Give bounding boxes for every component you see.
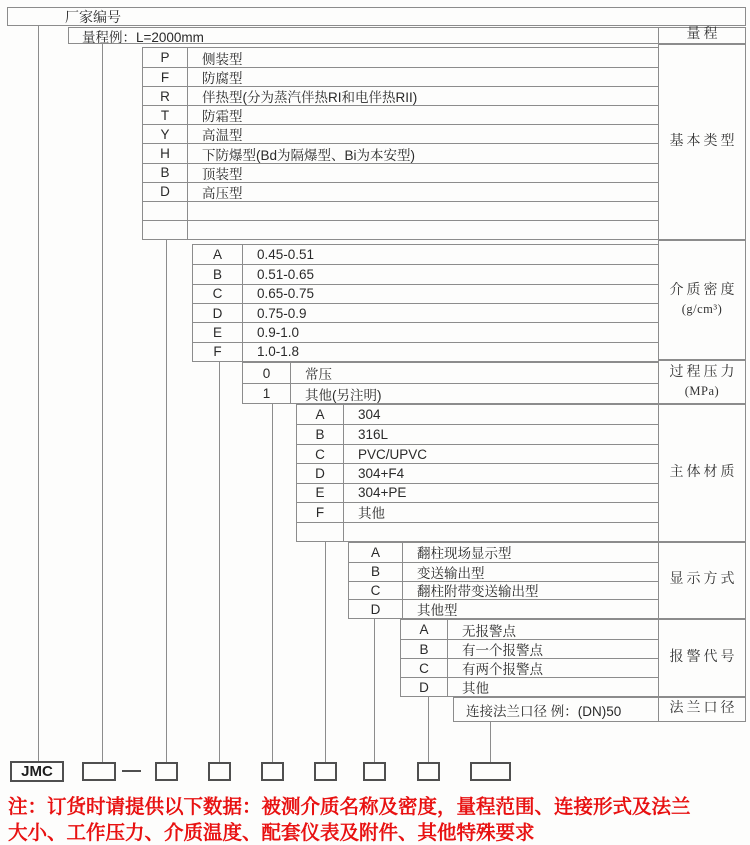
- section-medium-density: [192, 244, 659, 362]
- code-cell: B: [193, 265, 243, 283]
- code-cell: E: [193, 323, 243, 341]
- code-cell: A: [401, 620, 448, 639]
- flange-size-text: 连接法兰口径 例：(DN)50: [466, 703, 622, 719]
- table-row: [349, 562, 658, 581]
- table-row: [243, 363, 658, 383]
- description-cell: [188, 221, 658, 239]
- description-cell: 顶装型: [202, 166, 243, 182]
- ordering-note-line2: 大小、工作压力、介质温度、配套仪表及附件、其他特殊要求: [8, 822, 535, 844]
- table-row: [143, 143, 658, 162]
- table-row: [193, 284, 658, 303]
- connector-line: [428, 697, 429, 762]
- table-row: [349, 599, 658, 618]
- description-cell: 下防爆型(Bd为隔爆型、Bi为本安型): [202, 147, 416, 163]
- code-cell: C: [297, 445, 344, 463]
- code-cell: B: [297, 425, 344, 443]
- table-row: [143, 201, 658, 220]
- section-basic-type: [142, 47, 659, 240]
- table-row: [143, 163, 658, 182]
- description-cell: 无报警点: [462, 623, 516, 639]
- description-cell: 其他: [462, 681, 489, 696]
- code-cell: F: [193, 343, 243, 361]
- model-prefix-box: [10, 761, 64, 782]
- section-flange-size: [453, 697, 659, 722]
- code-box-pressure: [261, 762, 284, 781]
- code-cell: 0: [243, 363, 291, 383]
- factory-number-row: [7, 7, 746, 26]
- connector-line: [325, 542, 326, 762]
- description-cell: 伴热型(分为蒸汽伴热RI和电伴热RII): [202, 90, 418, 106]
- table-row: [143, 105, 658, 124]
- code-cell: D: [401, 678, 448, 696]
- description-cell: 316L: [358, 427, 389, 443]
- description-cell: 0.65-0.75: [257, 286, 315, 302]
- description-cell: 有一个报警点: [462, 643, 543, 658]
- code-cell: [143, 202, 188, 220]
- table-row: [193, 264, 658, 283]
- code-box-material: [314, 762, 337, 781]
- code-cell: D: [143, 183, 188, 201]
- description-cell: 304+F4: [358, 465, 405, 481]
- code-box-density: [208, 762, 231, 781]
- description-cell: 304+PE: [358, 485, 407, 501]
- code-cell: B: [401, 640, 448, 658]
- code-cell: F: [143, 68, 188, 86]
- table-row: [297, 405, 658, 424]
- code-cell: R: [143, 87, 188, 105]
- ordering-note-line1: 注：订货时请提供以下数据：被测介质名称及密度，量程范围、连接形式及法兰: [8, 796, 691, 818]
- table-row: [143, 86, 658, 105]
- description-cell: 常压: [305, 367, 332, 382]
- label-medium-density-unit: (g/cm³): [681, 302, 723, 316]
- connector-line: [102, 44, 103, 762]
- description-cell: PVC/UPVC: [358, 446, 428, 462]
- description-cell: [188, 202, 658, 220]
- table-row: [401, 677, 658, 696]
- model-prefix: JMC: [21, 763, 53, 780]
- code-cell: C: [193, 285, 243, 303]
- table-row: [401, 620, 658, 639]
- factory-number-label: 厂家编号: [65, 8, 121, 25]
- code-cell: [143, 221, 188, 239]
- description-cell: 变送输出型: [417, 565, 485, 581]
- table-row: [193, 342, 658, 361]
- description-cell: 有两个报警点: [462, 662, 543, 677]
- code-cell: B: [143, 164, 188, 182]
- label-process-pressure: 过程压力 (MPa): [658, 360, 746, 404]
- table-row: [297, 444, 658, 463]
- code-cell: T: [143, 106, 188, 124]
- label-body-material: 主体材质: [658, 404, 746, 542]
- code-cell: Y: [143, 125, 188, 143]
- description-cell: 304: [358, 407, 381, 423]
- table-row: [143, 182, 658, 201]
- table-row: [143, 67, 658, 86]
- description-cell: [344, 523, 658, 541]
- section-alarm-code: [400, 619, 659, 697]
- label-display-mode: 显示方式: [658, 542, 746, 619]
- description-cell: 侧装型: [202, 51, 243, 67]
- connector-line: [219, 362, 220, 762]
- table-row: [193, 303, 658, 322]
- code-box-alarm: [417, 762, 440, 781]
- table-row: [297, 522, 658, 541]
- connector-line: [272, 404, 273, 762]
- code-box-range: [82, 762, 116, 781]
- code-cell: 1: [243, 384, 291, 403]
- label-process-pressure-unit: (MPa): [684, 384, 720, 398]
- label-alarm-code: 报警代号: [658, 619, 746, 697]
- separator-dash: [122, 770, 141, 772]
- table-row: [143, 48, 658, 67]
- code-box-basic-type: [155, 762, 178, 781]
- description-cell: 其他: [358, 506, 385, 522]
- table-row: [243, 383, 658, 403]
- table-row: [401, 639, 658, 658]
- description-cell: 其他型: [417, 603, 458, 618]
- description-cell: 其他(另注明): [305, 387, 382, 403]
- description-cell: 防霜型: [202, 109, 243, 125]
- table-row: [193, 322, 658, 341]
- connector-line: [374, 619, 375, 762]
- description-cell: 0.9-1.0: [257, 324, 300, 340]
- code-cell: A: [349, 543, 403, 562]
- table-row: [401, 658, 658, 677]
- description-cell: 翻柱附带变送输出型: [417, 584, 539, 600]
- description-cell: 高温型: [202, 128, 243, 144]
- code-box-flange: [470, 762, 511, 781]
- table-row: [193, 245, 658, 264]
- label-range: 量程: [658, 27, 746, 44]
- table-row: [143, 124, 658, 143]
- connector-line: [490, 722, 491, 762]
- table-row: [297, 483, 658, 502]
- table-row: [297, 463, 658, 482]
- description-cell: 0.75-0.9: [257, 305, 307, 321]
- ordering-note: [8, 794, 748, 845]
- code-cell: C: [349, 582, 403, 600]
- table-row: [349, 543, 658, 562]
- table-row: [349, 581, 658, 600]
- range-example-label: 量程例：L=2000mm: [82, 29, 204, 45]
- description-cell: 防腐型: [202, 71, 243, 87]
- description-cell: 高压型: [202, 185, 243, 201]
- label-medium-density: 介质密度 (g/cm³): [658, 240, 746, 360]
- description-cell: 0.45-0.51: [257, 247, 315, 263]
- code-cell: C: [401, 659, 448, 677]
- label-basic-type: 基本类型: [658, 44, 746, 240]
- description-cell: 1.0-1.8: [257, 344, 300, 360]
- table-row: [143, 220, 658, 239]
- description-cell: 0.51-0.65: [257, 266, 315, 282]
- table-row: [297, 502, 658, 521]
- code-cell: B: [349, 563, 403, 581]
- code-box-display-mode: [363, 762, 386, 781]
- code-cell: [297, 523, 344, 541]
- code-cell: E: [297, 484, 344, 502]
- code-cell: D: [349, 600, 403, 618]
- code-cell: H: [143, 144, 188, 162]
- code-cell: A: [193, 245, 243, 264]
- table-row: [297, 424, 658, 443]
- section-body-material: [296, 404, 659, 542]
- label-flange-size: 法兰口径: [658, 697, 746, 722]
- range-example-row: [68, 27, 659, 44]
- code-cell: F: [297, 503, 344, 521]
- code-cell: P: [143, 48, 188, 67]
- section-display-mode: [348, 542, 659, 619]
- code-cell: D: [297, 464, 344, 482]
- section-process-pressure: [242, 362, 659, 404]
- code-cell: A: [297, 405, 344, 424]
- description-cell: 翻柱现场显示型: [417, 546, 512, 562]
- code-cell: D: [193, 304, 243, 322]
- connector-line: [166, 240, 167, 762]
- connector-line: [38, 25, 39, 762]
